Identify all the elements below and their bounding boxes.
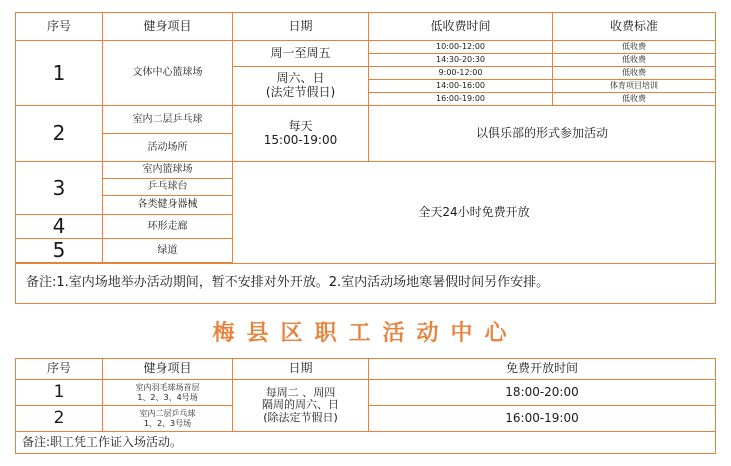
row-number: 5 [16,239,103,263]
row-number: 3 [16,162,103,215]
item-name [103,380,233,406]
item-line: 1、2、3号场 [143,418,192,428]
time-slot: 10:00-12:00 [369,41,553,54]
date-line: 周六、日 [276,71,325,86]
fee-cell: 体育项目培训 [553,80,716,93]
header-date: 日期 [233,359,369,380]
free-time-cell: 16:00-19:00 [369,406,716,432]
activity-description: 以俱乐部的形式参加活动 [369,106,716,162]
note-row [16,432,716,454]
time-slot: 14:30-20:30 [369,54,553,67]
fee-cell: 低收费 [553,93,716,106]
item-name: 环形走廊 [103,215,233,239]
item-name: 文体中心篮球场 [103,41,233,106]
table-header-row [16,13,716,41]
row-number: 1 [16,41,103,106]
row-number: 2 [16,106,103,162]
free-time-cell: 18:00-20:00 [369,380,716,406]
table-row [16,41,716,54]
item-name: 绿道 [103,239,233,263]
fee-cell: 低收费 [553,67,716,80]
row-number: 4 [16,215,103,239]
fee-cell: 低收费 [553,54,716,67]
date-cell [233,106,369,162]
item-name: 各类健身器械 [103,196,233,215]
fee-cell: 低收费 [553,41,716,54]
time-slot: 9:00-12:00 [369,67,553,80]
page-title: 梅县区职工活动中心 [212,321,519,346]
item-name: 室内二层乒乓球 [103,106,233,134]
item-line: 室内二层乒乓球 [139,409,196,419]
header-item: 健身项目 [103,359,233,380]
time-slot: 14:00-16:00 [369,80,553,93]
table-row [16,380,716,406]
date-cell: 周一至周五 [233,41,369,67]
header-free-time: 免费开放时间 [369,359,716,380]
free-open-text: 全天24小时免费开放 [233,162,716,264]
table-header-row [16,359,716,380]
item-line: 室内羽毛球场首层 [135,383,200,393]
time-slot: 16:00-19:00 [369,93,553,106]
row-number: 1 [16,380,103,406]
header-no: 序号 [16,13,103,41]
fee-schedule-table [15,12,716,304]
date-cell [233,380,369,432]
header-fee-standard: 收费标准 [553,13,716,41]
header-item: 健身项目 [103,13,233,41]
table-note: 备注:职工凭工作证入场活动。 [16,432,716,454]
table-row [16,162,716,179]
table-note: 备注:1.室内场地举办活动期间，暂不安排对外开放。2.室内活动场地寒暑假时间另作安排。 [16,264,716,304]
header-low-fee-time: 低收费时间 [369,13,553,41]
item-line: 1、2、3、4号场 [137,392,198,402]
date-line: 隔周的周六、日 [262,398,339,412]
header-no: 序号 [16,359,103,380]
item-name: 乒乓球台 [103,179,233,196]
date-line: 15:00-19:00 [263,132,338,147]
row-number: 2 [16,406,103,432]
header-date: 日期 [233,13,369,41]
table-row [16,106,716,134]
item-name [103,406,233,432]
free-schedule-table [15,358,716,454]
date-line: (除法定节假日) [263,410,338,424]
date-line: 每周二 、周四 [265,385,336,399]
item-name: 活动场所 [103,134,233,162]
item-name: 室内篮球场 [103,162,233,179]
date-line: 每天 [288,118,313,133]
date-cell [233,67,369,106]
note-row [16,264,716,304]
date-line: (法定节假日) [265,85,336,99]
